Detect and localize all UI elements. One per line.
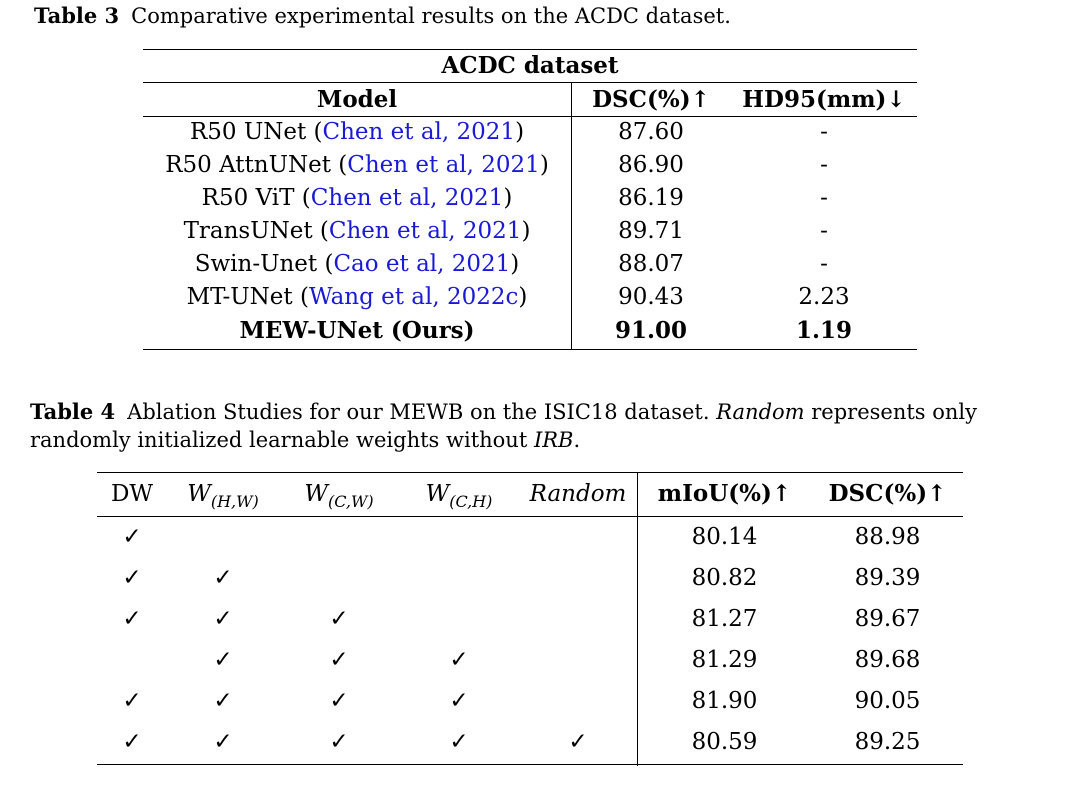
table3-group-header: ACDC dataset xyxy=(441,52,619,79)
check-icon-dw: ✓ xyxy=(122,606,142,632)
citation-link[interactable]: Wang et al, 2022c xyxy=(308,284,519,310)
table4-row-dsc: 89.25 xyxy=(854,729,921,755)
citation-link[interactable]: Chen et al, 2021 xyxy=(322,119,516,145)
table4-col-w-cw: $W_{(C,W)}$ xyxy=(304,481,374,511)
table4-caption-line2-suffix: . xyxy=(573,428,581,452)
check-icon-dw: ✓ xyxy=(122,565,142,591)
table3-row-hd95: - xyxy=(820,152,828,178)
table3-bottom-rule xyxy=(143,349,917,350)
table3-row-hd95: 1.19 xyxy=(795,317,853,344)
table3 xyxy=(143,49,917,350)
citation-link[interactable]: Chen et al, 2021 xyxy=(347,152,540,178)
table3-row-model: MT-UNet (Wang et al, 2022c) xyxy=(186,284,528,310)
table3-row-model: R50 ViT (Chen et al, 2021) xyxy=(201,185,513,211)
table3-row-hd95: - xyxy=(820,251,828,277)
table3-row-hd95: 2.23 xyxy=(798,284,850,310)
table3-row-model: TransUNet (Chen et al, 2021) xyxy=(183,218,531,244)
table3-row-model: R50 UNet (Chen et al, 2021) xyxy=(189,119,525,145)
model-name: Swin-Unet xyxy=(194,251,318,277)
table4-bottom-rule xyxy=(97,764,963,765)
model-name: TransUNet xyxy=(183,218,313,244)
table4-caption-line1-prefix: Ablation Studies for our MEWB on the ISIC18 dataset. xyxy=(127,400,710,424)
table3-col-hd95: HD95(mm)↓ xyxy=(742,86,906,113)
check-icon-w-ch: ✓ xyxy=(449,729,469,755)
table3-row-dsc: 91.00 xyxy=(614,317,688,344)
check-icon-w-hw: ✓ xyxy=(213,606,233,632)
table3-row-dsc: 86.19 xyxy=(618,185,684,211)
table4-row-dsc: 89.39 xyxy=(854,565,921,591)
check-icon-w-hw: ✓ xyxy=(213,729,233,755)
check-icon-dw: ✓ xyxy=(122,688,142,714)
table4-col-dsc: DSC(%)↑ xyxy=(828,480,947,507)
table3-row-dsc: 87.60 xyxy=(618,119,684,145)
table4-row-miou: 80.82 xyxy=(691,565,758,591)
table4-row-dsc: 89.67 xyxy=(854,606,921,632)
check-icon-w-cw: ✓ xyxy=(329,606,349,632)
table3-row-hd95: - xyxy=(820,119,828,145)
table4-caption-italic-irb: IRB xyxy=(533,428,574,452)
check-icon-dw: ✓ xyxy=(122,524,142,550)
table4-col-dw: DW xyxy=(110,481,154,507)
table3-label: Table 3 xyxy=(34,3,120,28)
table4-caption-line2-prefix: randomly initialized learnable weights without xyxy=(30,428,528,452)
table3-row-dsc: 90.43 xyxy=(618,284,684,310)
table3-row-model: R50 AttnUNet (Chen et al, 2021) xyxy=(165,152,549,178)
check-icon-w-hw: ✓ xyxy=(213,647,233,673)
table4-label: Table 4 xyxy=(30,399,116,424)
citation-link[interactable]: Cao et al, 2021 xyxy=(333,251,511,277)
table4-row-miou: 80.59 xyxy=(691,729,758,755)
table4-row-miou: 81.27 xyxy=(691,606,758,632)
check-icon-dw: ✓ xyxy=(122,729,142,755)
check-icon-random: ✓ xyxy=(568,729,588,755)
check-icon-w-cw: ✓ xyxy=(329,729,349,755)
table4-caption-line2 xyxy=(30,426,580,454)
table4-row-miou: 81.29 xyxy=(691,647,758,673)
table3-row-dsc: 86.90 xyxy=(618,152,684,178)
table3-row-hd95: - xyxy=(820,185,828,211)
table4-row-miou: 80.14 xyxy=(691,524,758,550)
table4-col-w-ch: $W_{(C,H)}$ xyxy=(425,481,493,511)
table4-col-w-hw: $W_{(H,W)}$ xyxy=(187,481,259,511)
table4-col-miou: mIoU(%)↑ xyxy=(657,480,792,507)
table4-caption-italic-random: Random xyxy=(716,400,805,424)
table3-col-dsc: DSC(%)↑ xyxy=(592,86,710,113)
table4 xyxy=(97,472,963,766)
check-icon-w-cw: ✓ xyxy=(329,647,349,673)
table4-row-miou: 81.90 xyxy=(691,688,758,714)
model-name: R50 UNet xyxy=(189,119,307,145)
check-icon-w-hw: ✓ xyxy=(213,688,233,714)
check-icon-w-cw: ✓ xyxy=(329,688,349,714)
check-icon-w-ch: ✓ xyxy=(449,647,469,673)
table3-col-model: Model xyxy=(316,86,398,113)
citation-link[interactable]: Chen et al, 2021 xyxy=(310,185,504,211)
table3-caption-text: Comparative experimental results on the ACDC dataset. xyxy=(131,4,731,28)
model-name: R50 ViT xyxy=(201,185,295,211)
table3-row-hd95: - xyxy=(820,218,828,244)
table3-row-model: Swin-Unet (Cao et al, 2021) xyxy=(194,251,520,277)
model-name: R50 AttnUNet xyxy=(165,152,331,178)
table4-caption-line1 xyxy=(30,398,977,426)
table4-caption-line1-suffix: represents only xyxy=(811,400,978,424)
table3-caption xyxy=(34,2,731,30)
table4-row-dsc: 90.05 xyxy=(854,688,921,714)
check-icon-w-hw: ✓ xyxy=(213,565,233,591)
table3-row-model xyxy=(143,314,571,347)
model-name: MEW-UNet (Ours) xyxy=(239,317,475,344)
table3-row-dsc: 88.07 xyxy=(618,251,684,277)
citation-link[interactable]: Chen et al, 2021 xyxy=(328,218,522,244)
table4-col-random: Random xyxy=(529,481,627,507)
table4-row-dsc: 89.68 xyxy=(854,647,921,673)
table4-row-dsc: 88.98 xyxy=(854,524,921,550)
model-name: MT-UNet xyxy=(186,284,293,310)
check-icon-w-ch: ✓ xyxy=(449,688,469,714)
table3-row-dsc: 89.71 xyxy=(618,218,684,244)
